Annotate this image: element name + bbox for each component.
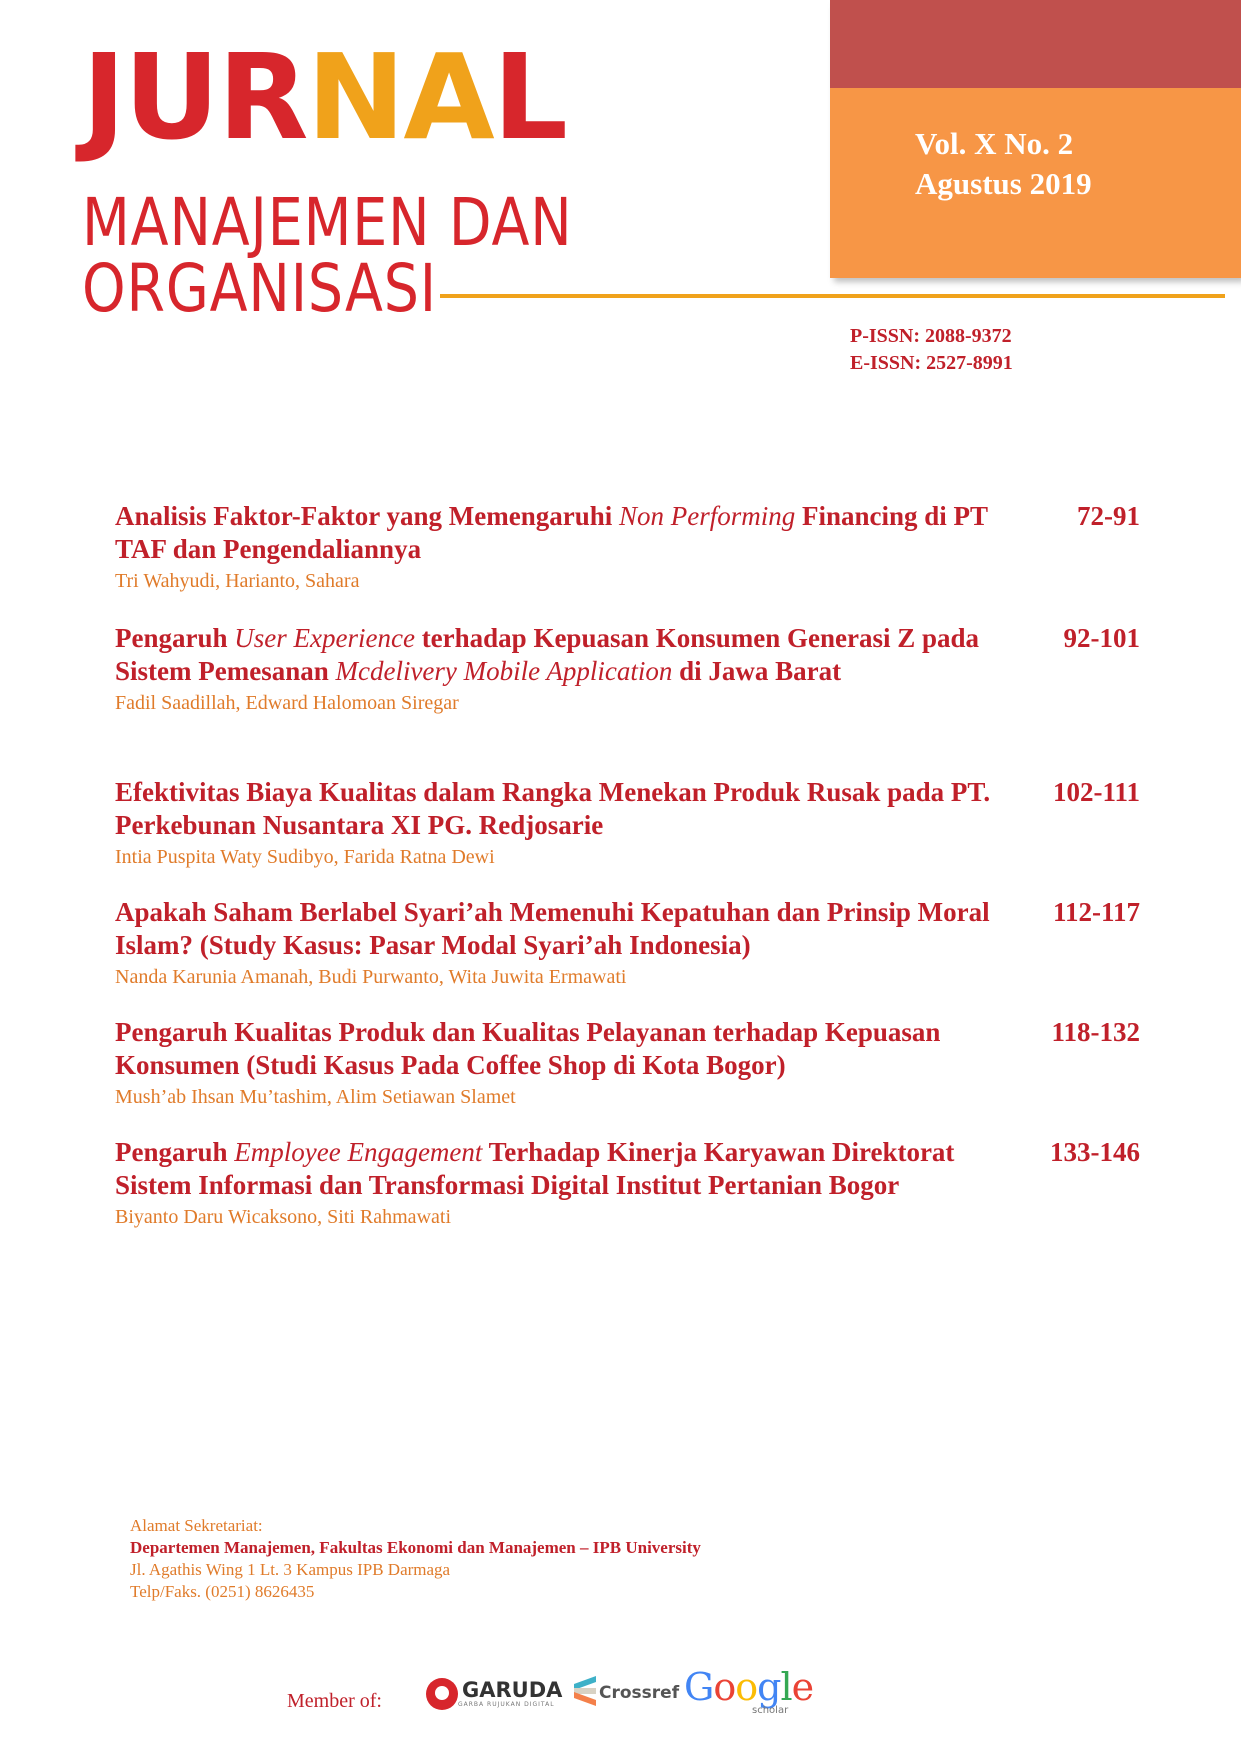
article-title: Analisis Faktor-Faktor yang Memengaruhi Non Performing Financing di PT TAF dan Pengendaliannya	[115, 501, 988, 564]
article-authors: Intia Puspita Waty Sudibyo, Farida Ratna Dewi	[115, 846, 495, 868]
journal-name-line1: MANAJEMEN DAN	[82, 184, 573, 261]
volume-box-top	[830, 0, 1241, 88]
article-title: Apakah Saham Berlabel Syari’ah Memenuhi Kepatuhan dan Prinsip Moral Islam? (Study Kasus: Pasar Modal Syari’ah Indonesia)	[115, 897, 990, 960]
volume-box-bottom	[830, 88, 1241, 278]
garuda-text: GARUDA	[462, 1678, 563, 1702]
google-scholar-logo[interactable]: Google	[684, 1665, 814, 1709]
garuda-subtext: GARBA RUJUKAN DIGITAL	[458, 1701, 555, 1708]
logo-n: N	[306, 28, 404, 166]
garuda-icon	[426, 1678, 458, 1710]
article-authors: Tri Wahyudi, Harianto, Sahara	[115, 570, 360, 592]
journal-name-line2: ORGANISASI	[82, 250, 437, 327]
article-pages: 72-91	[1077, 501, 1140, 531]
garuda-logo[interactable]	[426, 1678, 562, 1710]
toc-entry[interactable]	[115, 622, 1140, 716]
logo-u: U	[123, 28, 218, 166]
article-title: Pengaruh User Experience terhadap Kepuasan Konsumen Generasi Z pada Sistem Pemesanan Mcdelivery Mobile Application di Jawa Barat	[115, 623, 980, 686]
masthead-rule	[440, 294, 1225, 298]
volume-info	[915, 124, 1092, 204]
article-title: Efektivitas Biaya Kualitas dalam Rangka Menekan Produk Rusak pada PT. Perkebunan Nusantara XI PG. Redjosarie	[115, 777, 991, 840]
article-pages: 118-132	[1051, 1017, 1140, 1047]
toc-entry[interactable]	[115, 1016, 1140, 1110]
issue-date: Agustus 2019	[915, 166, 1092, 201]
journal-logo-word	[82, 28, 566, 166]
article-authors: Biyanto Daru Wicaksono, Siti Rahmawati	[115, 1206, 451, 1228]
address-institution: Departemen Manajemen, Fakultas Ekonomi dan Manajemen – IPB University	[130, 1538, 701, 1557]
address-phone: Telp/Faks. (0251) 8626435	[130, 1582, 315, 1601]
article-title: Pengaruh Employee Engagement Terhadap Kinerja Karyawan Direktorat Sistem Informasi dan Transformasi Digital Institut Pertanian Bogor	[115, 1137, 955, 1200]
crossref-text: Crossref	[599, 1683, 680, 1703]
issn-block	[850, 323, 1013, 377]
article-pages: 102-111	[1052, 777, 1140, 807]
article-authors: Mush’ab Ihsan Mu’tashim, Alim Setiawan Slamet	[115, 1086, 516, 1108]
address-street: Jl. Agathis Wing 1 Lt. 3 Kampus IPB Darmaga	[130, 1560, 451, 1579]
google-scholar-subtext: scholar	[752, 1705, 789, 1716]
address-label: Alamat Sekretariat:	[130, 1516, 263, 1535]
secretariat-address	[130, 1515, 701, 1603]
article-authors: Nanda Karunia Amanah, Budi Purwanto, Wita Juwita Ermawati	[115, 966, 627, 988]
logo-a: A	[403, 28, 493, 166]
logo-j: J	[82, 28, 124, 166]
article-pages: 133-146	[1050, 1137, 1140, 1167]
article-pages: 112-117	[1052, 897, 1140, 927]
article-title: Pengaruh Kualitas Produk dan Kualitas Pelayanan terhadap Kepuasan Konsumen (Studi Kasus Pada Coffee Shop di Kota Bogor)	[115, 1017, 941, 1080]
toc-entry[interactable]	[115, 776, 1140, 870]
article-authors: Fadil Saadillah, Edward Halomoan Siregar	[115, 692, 459, 714]
toc-entry[interactable]	[115, 500, 1140, 594]
crossref-logo[interactable]	[574, 1680, 679, 1706]
toc-entry[interactable]	[115, 896, 1140, 990]
article-pages: 92-101	[1063, 623, 1140, 653]
member-of-label: Member of:	[287, 1690, 382, 1712]
p-issn: P-ISSN: 2088-9372	[850, 325, 1012, 347]
volume-number: Vol. X No. 2	[915, 126, 1074, 161]
e-issn: E-ISSN: 2527-8991	[850, 352, 1013, 374]
logo-letters	[82, 28, 566, 166]
crossref-icon	[574, 1680, 596, 1706]
logo-r: R	[217, 28, 307, 166]
volume-box	[830, 0, 1241, 278]
toc-entry[interactable]	[115, 1136, 1140, 1230]
logo-l: L	[492, 28, 566, 166]
